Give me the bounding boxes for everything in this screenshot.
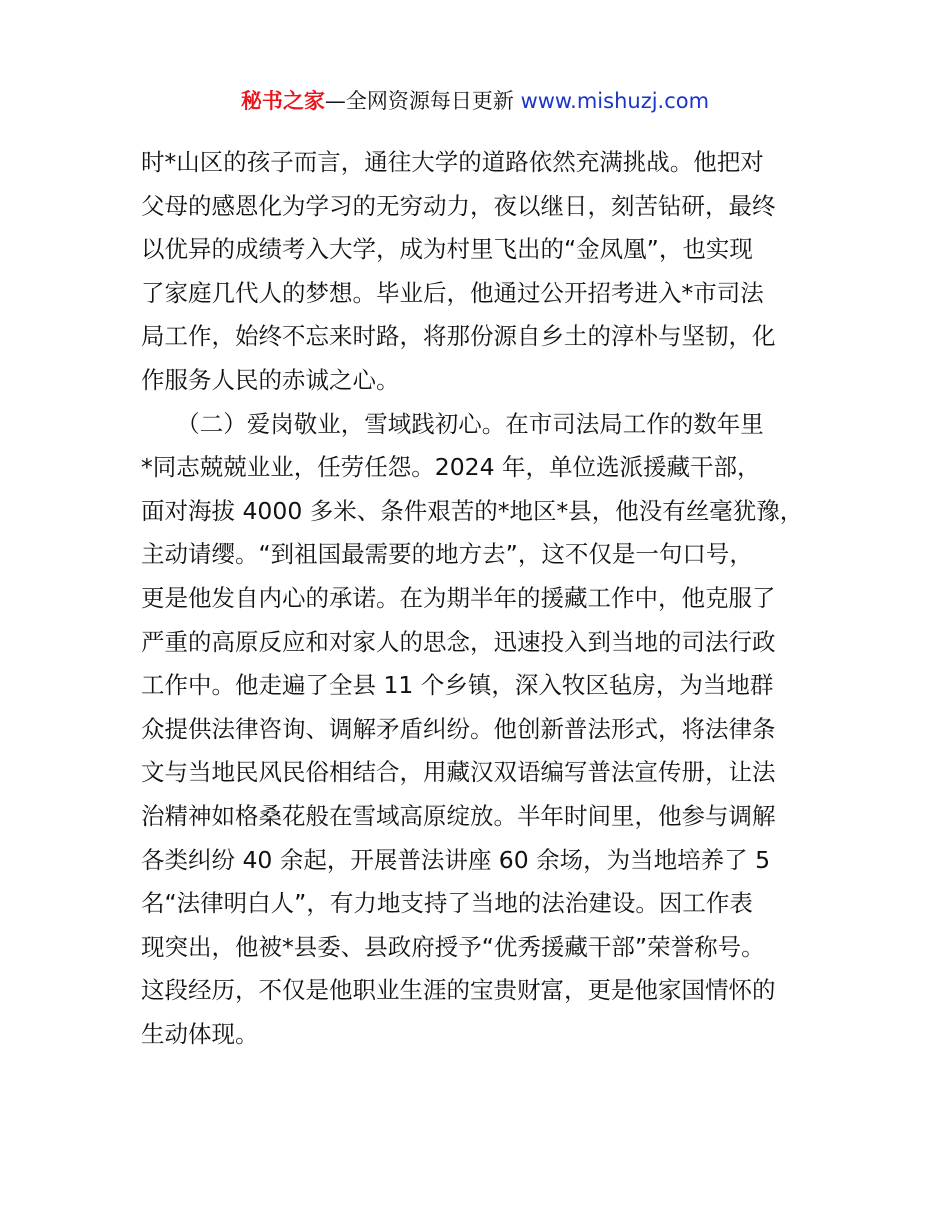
text-line: 文与当地民风民俗相结合，用藏汉双语编写普法宣传册，让法 <box>141 758 776 787</box>
paragraph <box>141 403 831 1057</box>
document-body <box>141 141 831 1056</box>
text-line: *同志兢兢业业，任劳任怨。2024 年，单位选派援藏干部， <box>141 453 761 482</box>
text-line: 众提供法律咨询、调解矛盾纠纷。他创新普法形式，将法律条 <box>141 714 776 743</box>
brand-name: 秘书之家 <box>240 89 325 113</box>
text-line: 严重的高原反应和对家人的思念，迅速投入到当地的司法行政 <box>141 627 776 656</box>
text-line: 时*山区的孩子而言，通往大学的道路依然充满挑战。他把对 <box>141 148 764 176</box>
site-header <box>0 86 950 116</box>
text-line: 名“法律明白人”，有力地支持了当地的法治建设。因工作表 <box>141 889 753 918</box>
header-tagline: —全网资源每日更新 <box>324 89 521 113</box>
text-line: 作服务人民的赤诚之心。 <box>141 365 400 394</box>
text-line: 了家庭几代人的梦想。毕业后，他通过公开招考进入*市司法 <box>141 278 764 307</box>
text-line: 生动体现。 <box>141 1019 259 1048</box>
text-line: （二）爱岗敬业，雪域践初心。在市司法局工作的数年里 <box>141 409 764 438</box>
text-line: 这段经历，不仅是他职业生涯的宝贵财富，更是他家国情怀的 <box>141 976 776 1005</box>
text-line: 各类纠纷 40 余起，开展普法讲座 60 余场，为当地培养了 5 <box>141 845 771 874</box>
site-url-link[interactable]: www.mishuzj.com <box>520 89 710 113</box>
text-line: 主动请缨。“到祖国最需要的地方去”，这不仅是一句口号， <box>141 540 753 569</box>
text-line: 更是他发自内心的承诺。在为期半年的援藏工作中，他克服了 <box>141 583 776 612</box>
text-line: 现突出，他被*县委、县政府授予“优秀援藏干部”荣誉称号。 <box>141 932 765 961</box>
paragraph <box>141 141 831 403</box>
text-line: 以优异的成绩考入大学，成为村里飞出的“金凤凰”，也实现 <box>141 235 753 264</box>
text-line: 局工作，始终不忘来时路，将那份源自乡土的淳朴与坚韧，化 <box>141 322 776 351</box>
text-line: 父母的感恩化为学习的无穷动力，夜以继日，刻苦钻研，最终 <box>141 191 776 220</box>
text-line: 工作中。他走遍了全县 11 个乡镇，深入牧区毡房，为当地群 <box>141 671 774 700</box>
text-line: 治精神如格桑花般在雪域高原绽放。半年时间里，他参与调解 <box>141 801 776 830</box>
text-line: 面对海拔 4000 多米、条件艰苦的*地区*县，他没有丝毫犹豫， <box>141 496 804 525</box>
